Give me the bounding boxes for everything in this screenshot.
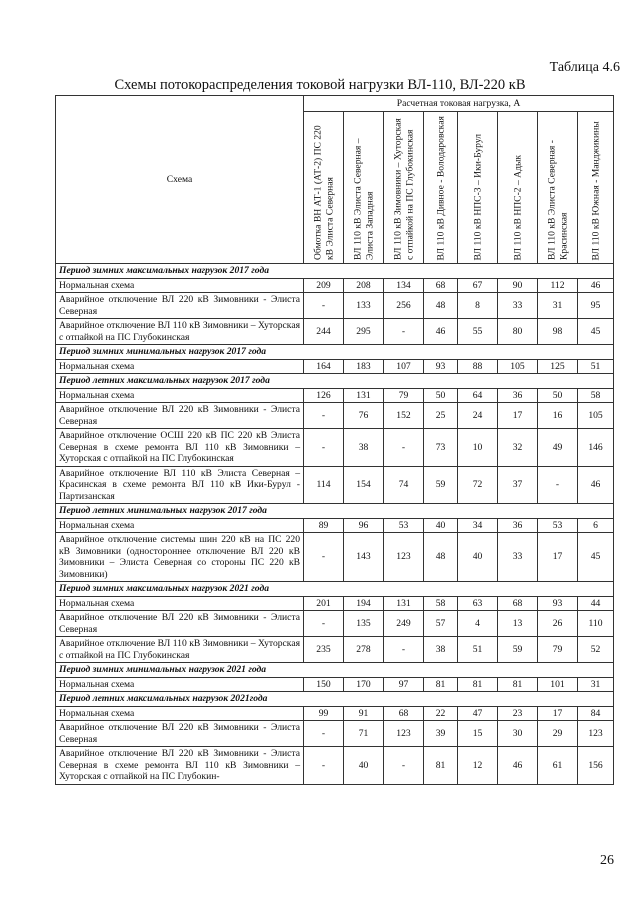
value-cell: 73 <box>424 429 458 467</box>
value-cell: 183 <box>344 359 384 374</box>
value-cell: 98 <box>538 319 578 345</box>
value-cell: 79 <box>538 637 578 663</box>
value-cell: 101 <box>538 677 578 692</box>
table-title: Схемы потокораспределения токовой нагрузки ВЛ-110, ВЛ-220 кВ <box>114 77 526 93</box>
value-cell: 64 <box>458 388 498 403</box>
value-cell: 53 <box>384 518 424 533</box>
value-cell: 93 <box>424 359 458 374</box>
column-header <box>424 112 458 264</box>
value-cell: 84 <box>578 706 614 721</box>
section-label: Период зимних минимальных нагрузок 2017 года <box>56 345 614 360</box>
scheme-cell: Нормальная схема <box>56 518 304 533</box>
scheme-cell: Аварийное отключение ВЛ 220 кВ Зимовники - Элиста Северная <box>56 293 304 319</box>
header-load-group: Расчетная токовая нагрузка, А <box>304 96 614 112</box>
scheme-cell: Аварийное отключение системы шин 220 кВ на ПС 220 кВ Зимовники (одностороннее отключение ВЛ 220 кВ Зимовники – Элиста Северная со стороны ПС 220 кВ Зимовники) <box>56 533 304 582</box>
value-cell: 8 <box>458 293 498 319</box>
value-cell: 110 <box>578 611 614 637</box>
value-cell: 123 <box>384 721 424 747</box>
value-cell: 105 <box>578 403 614 429</box>
value-cell: 17 <box>538 533 578 582</box>
value-cell: 208 <box>344 278 384 293</box>
value-cell: 32 <box>498 429 538 467</box>
value-cell: - <box>384 637 424 663</box>
column-header-label: ВЛ 110 кВ Элиста Северная - Красинская <box>546 140 569 260</box>
scheme-cell: Нормальная схема <box>56 596 304 611</box>
value-cell: 135 <box>344 611 384 637</box>
value-cell: 40 <box>424 518 458 533</box>
section-label: Период летних максимальных нагрузок 2017 года <box>56 374 614 389</box>
table-row <box>56 596 614 611</box>
value-cell: 39 <box>424 721 458 747</box>
value-cell: 81 <box>424 677 458 692</box>
value-cell: 164 <box>304 359 344 374</box>
value-cell: 46 <box>498 747 538 785</box>
value-cell: 17 <box>498 403 538 429</box>
column-header-label: ВЛ 110 кВ Зимовники – Хуторская с отпайкой на ПС Глубокинская <box>392 118 415 260</box>
value-cell: 46 <box>578 278 614 293</box>
value-cell: 58 <box>578 388 614 403</box>
column-header <box>578 112 614 264</box>
table-row <box>56 293 614 319</box>
value-cell: 244 <box>304 319 344 345</box>
section-label: Период летних минимальных нагрузок 2017 года <box>56 504 614 519</box>
value-cell: 99 <box>304 706 344 721</box>
value-cell: 72 <box>458 466 498 504</box>
column-header <box>538 112 578 264</box>
value-cell: 24 <box>458 403 498 429</box>
value-cell: 55 <box>458 319 498 345</box>
value-cell: 152 <box>384 403 424 429</box>
value-cell: 80 <box>498 319 538 345</box>
section-label: Период зимних минимальных нагрузок 2021 года <box>56 663 614 678</box>
table-row <box>56 319 614 345</box>
scheme-cell: Аварийное отключение ОСШ 220 кВ ПС 220 кВ Элиста Северная в схеме ремонта ВЛ 110 кВ Зимовники – Хуторская с отпайкой на ПС Глубокинская <box>56 429 304 467</box>
value-cell: 134 <box>384 278 424 293</box>
column-header <box>498 112 538 264</box>
value-cell: 81 <box>458 677 498 692</box>
value-cell: 81 <box>424 747 458 785</box>
value-cell: 156 <box>578 747 614 785</box>
value-cell: 126 <box>304 388 344 403</box>
column-header <box>344 112 384 264</box>
value-cell: 23 <box>498 706 538 721</box>
value-cell: 95 <box>578 293 614 319</box>
value-cell: 96 <box>344 518 384 533</box>
value-cell: 10 <box>458 429 498 467</box>
table-row <box>56 359 614 374</box>
value-cell: 89 <box>304 518 344 533</box>
value-cell: 93 <box>538 596 578 611</box>
column-header-label: Обмотка ВН АТ-1 (АТ-2) ПС 220 кВ Элиста Северная <box>312 125 335 260</box>
value-cell: - <box>384 747 424 785</box>
value-cell: 68 <box>424 278 458 293</box>
value-cell: 51 <box>458 637 498 663</box>
table-body <box>56 264 614 785</box>
section-label: Период летних максимальных нагрузок 2021года <box>56 692 614 707</box>
value-cell: 278 <box>344 637 384 663</box>
value-cell: 45 <box>578 533 614 582</box>
value-cell: 209 <box>304 278 344 293</box>
load-flow-table <box>55 95 614 785</box>
value-cell: 50 <box>538 388 578 403</box>
table-row <box>56 278 614 293</box>
value-cell: 125 <box>538 359 578 374</box>
value-cell: - <box>304 721 344 747</box>
value-cell: - <box>384 319 424 345</box>
table-row <box>56 429 614 467</box>
scheme-cell: Аварийное отключение ВЛ 220 кВ Зимовники - Элиста Северная <box>56 721 304 747</box>
section-row <box>56 663 614 678</box>
scheme-cell: Аварийное отключение ВЛ 220 кВ Зимовники - Элиста Северная <box>56 611 304 637</box>
value-cell: 67 <box>458 278 498 293</box>
value-cell: 38 <box>344 429 384 467</box>
value-cell: - <box>304 429 344 467</box>
section-row <box>56 582 614 597</box>
value-cell: 50 <box>424 388 458 403</box>
table-row <box>56 388 614 403</box>
scheme-cell: Нормальная схема <box>56 388 304 403</box>
table-row <box>56 466 614 504</box>
value-cell: 33 <box>498 293 538 319</box>
table-row <box>56 706 614 721</box>
value-cell: 44 <box>578 596 614 611</box>
section-row <box>56 374 614 389</box>
value-cell: 91 <box>344 706 384 721</box>
value-cell: 47 <box>458 706 498 721</box>
value-cell: - <box>304 747 344 785</box>
column-header <box>384 112 424 264</box>
value-cell: 133 <box>344 293 384 319</box>
value-cell: 71 <box>344 721 384 747</box>
value-cell: - <box>304 533 344 582</box>
value-cell: 114 <box>304 466 344 504</box>
page-number: 26 <box>600 853 614 868</box>
value-cell: 58 <box>424 596 458 611</box>
value-cell: 15 <box>458 721 498 747</box>
value-cell: 201 <box>304 596 344 611</box>
value-cell: 68 <box>384 706 424 721</box>
section-row <box>56 264 614 279</box>
value-cell: 53 <box>538 518 578 533</box>
scheme-cell: Аварийное отключение ВЛ 110 кВ Элиста Северная – Красинская в схеме ремонта ВЛ 110 кВ Ики-Бурул - Партизанская <box>56 466 304 504</box>
table-row <box>56 403 614 429</box>
value-cell: 37 <box>498 466 538 504</box>
scheme-cell: Нормальная схема <box>56 677 304 692</box>
value-cell: 46 <box>578 466 614 504</box>
value-cell: 45 <box>578 319 614 345</box>
value-cell: 88 <box>458 359 498 374</box>
scheme-cell: Аварийное отключение ВЛ 110 кВ Зимовники – Хуторская с отпайкой на ПС Глубокинская <box>56 637 304 663</box>
value-cell: 22 <box>424 706 458 721</box>
column-header-label: ВЛ 110 кВ Дивное - Володаровская <box>434 115 446 260</box>
value-cell: 25 <box>424 403 458 429</box>
value-cell: 154 <box>344 466 384 504</box>
value-cell: 46 <box>424 319 458 345</box>
value-cell: - <box>304 611 344 637</box>
value-cell: 123 <box>578 721 614 747</box>
table-row <box>56 677 614 692</box>
section-label: Период зимних максимальных нагрузок 2017 года <box>56 264 614 279</box>
header-schema: Схема <box>56 96 304 264</box>
value-cell: 4 <box>458 611 498 637</box>
value-cell: 59 <box>424 466 458 504</box>
value-cell: 59 <box>498 637 538 663</box>
value-cell: 107 <box>384 359 424 374</box>
value-cell: 12 <box>458 747 498 785</box>
value-cell: 61 <box>538 747 578 785</box>
table-row <box>56 721 614 747</box>
value-cell: - <box>538 466 578 504</box>
value-cell: 33 <box>498 533 538 582</box>
value-cell: 48 <box>424 533 458 582</box>
value-cell: 6 <box>578 518 614 533</box>
value-cell: 194 <box>344 596 384 611</box>
value-cell: 48 <box>424 293 458 319</box>
value-cell: 123 <box>384 533 424 582</box>
column-header <box>304 112 344 264</box>
column-header-label: ВЛ 110 кВ Южная - Манджикины <box>589 120 601 260</box>
value-cell: 26 <box>538 611 578 637</box>
value-cell: 74 <box>384 466 424 504</box>
value-cell: 34 <box>458 518 498 533</box>
value-cell: 31 <box>538 293 578 319</box>
value-cell: 97 <box>384 677 424 692</box>
value-cell: 170 <box>344 677 384 692</box>
value-cell: 131 <box>344 388 384 403</box>
value-cell: 13 <box>498 611 538 637</box>
value-cell: 30 <box>498 721 538 747</box>
section-label: Период зимних максимальных нагрузок 2021 года <box>56 582 614 597</box>
table-row <box>56 533 614 582</box>
column-header-label: ВЛ 110 кВ Элиста Северная – Элиста Западная <box>352 138 375 260</box>
table-number: Таблица 4.6 <box>549 60 620 75</box>
value-cell: 40 <box>458 533 498 582</box>
table-row <box>56 637 614 663</box>
value-cell: 57 <box>424 611 458 637</box>
value-cell: 68 <box>498 596 538 611</box>
value-cell: 256 <box>384 293 424 319</box>
value-cell: 146 <box>578 429 614 467</box>
value-cell: 31 <box>578 677 614 692</box>
value-cell: 112 <box>538 278 578 293</box>
value-cell: 150 <box>304 677 344 692</box>
value-cell: 105 <box>498 359 538 374</box>
value-cell: 49 <box>538 429 578 467</box>
section-row <box>56 345 614 360</box>
value-cell: 29 <box>538 721 578 747</box>
column-header <box>458 112 498 264</box>
value-cell: 79 <box>384 388 424 403</box>
value-cell: 17 <box>538 706 578 721</box>
column-header-label: ВЛ 110 кВ НПС-2 – Адык <box>511 154 523 260</box>
scheme-cell: Нормальная схема <box>56 278 304 293</box>
value-cell: 63 <box>458 596 498 611</box>
value-cell: 36 <box>498 518 538 533</box>
table-row <box>56 611 614 637</box>
value-cell: 52 <box>578 637 614 663</box>
section-row <box>56 692 614 707</box>
value-cell: 249 <box>384 611 424 637</box>
value-cell: 143 <box>344 533 384 582</box>
value-cell: - <box>304 293 344 319</box>
scheme-cell: Нормальная схема <box>56 359 304 374</box>
column-header-label: ВЛ 110 кВ НПС-3 – Ики-Бурул <box>471 133 483 260</box>
value-cell: 295 <box>344 319 384 345</box>
scheme-cell: Аварийное отключение ВЛ 220 кВ Зимовники - Элиста Северная в схеме ремонта ВЛ 110 кВ Зимовники – Хуторская с отпайкой на ПС Глубокин- <box>56 747 304 785</box>
value-cell: 131 <box>384 596 424 611</box>
value-cell: 235 <box>304 637 344 663</box>
value-cell: 51 <box>578 359 614 374</box>
value-cell: - <box>304 403 344 429</box>
value-cell: 81 <box>498 677 538 692</box>
scheme-cell: Аварийное отключение ВЛ 220 кВ Зимовники - Элиста Северная <box>56 403 304 429</box>
value-cell: 16 <box>538 403 578 429</box>
scheme-cell: Аварийное отключение ВЛ 110 кВ Зимовники – Хуторская с отпайкой на ПС Глубокинская <box>56 319 304 345</box>
value-cell: 90 <box>498 278 538 293</box>
value-cell: 40 <box>344 747 384 785</box>
table-row <box>56 518 614 533</box>
value-cell: 76 <box>344 403 384 429</box>
value-cell: 36 <box>498 388 538 403</box>
table-row <box>56 747 614 785</box>
value-cell: - <box>384 429 424 467</box>
value-cell: 38 <box>424 637 458 663</box>
scheme-cell: Нормальная схема <box>56 706 304 721</box>
section-row <box>56 504 614 519</box>
